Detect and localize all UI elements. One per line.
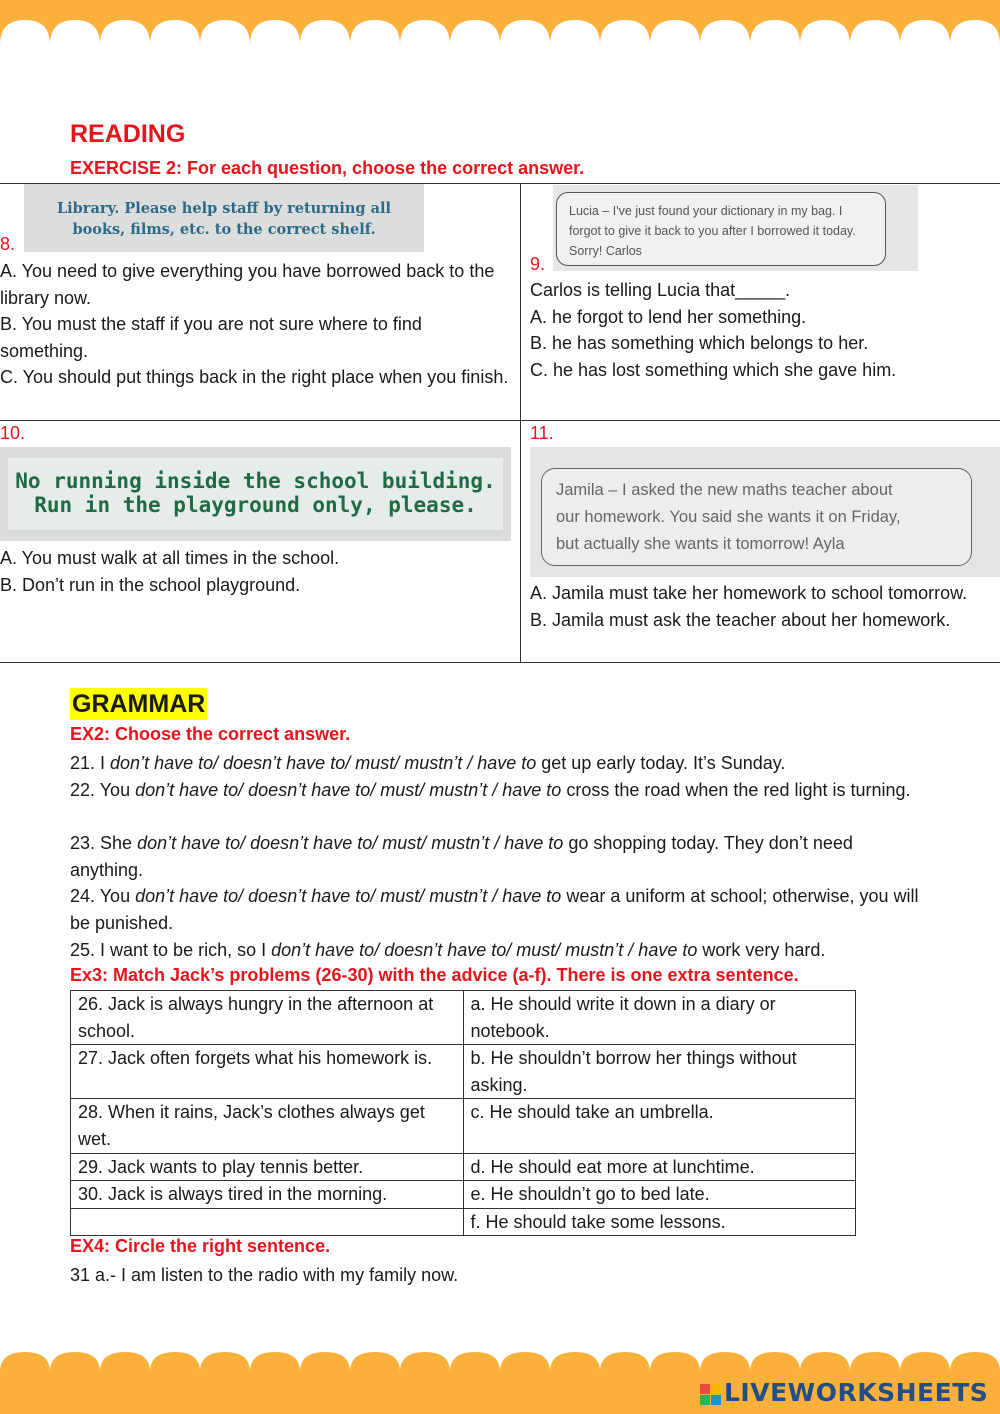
table-row: [71, 991, 856, 1045]
grammar-title: GRAMMAR: [72, 690, 206, 718]
reading-title: READING: [70, 120, 186, 148]
ex2-choices[interactable]: don’t have to/ doesn’t have to/ must/ mustn’t / have to: [135, 780, 562, 800]
ex2-item-25: 25. I want to be rich, so I don’t have to/ doesn’t have to/ must/ mustn’t / have to work very hard.: [70, 940, 826, 960]
problem-cell[interactable]: 29. Jack wants to play tennis better.: [71, 1153, 464, 1181]
advice-cell[interactable]: e. He shouldn’t go to bed late.: [463, 1181, 856, 1209]
library-sign-line: Library. Please help staff by returning all: [56, 200, 392, 217]
ex2-heading: EX2: Choose the correct answer.: [70, 724, 351, 744]
q11-option-b[interactable]: B. Jamila must ask the teacher about her homework.: [530, 609, 951, 630]
ex2-item-21: 21. I don’t have to/ doesn’t have to/ must/ mustn’t / have to get up early today. It’s Sunday.: [70, 753, 786, 773]
q9-stem: Carlos is telling Lucia that_____.: [530, 280, 791, 300]
library-sign: [24, 184, 424, 252]
carlos-note: [556, 192, 886, 266]
table-border-center: [520, 183, 521, 663]
carlos-note-line: forgot to give it back to you after I borrowed it today.: [569, 224, 856, 238]
jamila-note: [541, 468, 972, 566]
q8-option-c[interactable]: C. You should put things back in the right place when you finish.: [0, 367, 509, 388]
reading-exercise-heading: EXERCISE 2: For each question, choose the correct answer.: [70, 158, 585, 178]
ex2-item-24: 24. You don’t have to/ doesn’t have to/ must/ mustn’t / have to wear a uniform at school; otherwise, you will be punished.: [70, 886, 919, 933]
question-9-number: 9.: [530, 254, 546, 274]
no-running-sign-line: Run in the playground only, please.: [34, 493, 477, 517]
table-border-bottom: [0, 662, 1000, 663]
ex2-item-23: 23. She don’t have to/ doesn’t have to/ must/ mustn’t / have to go shopping today. They don’t need anything.: [70, 833, 853, 880]
ex4-heading: EX4: Circle the right sentence.: [70, 1236, 331, 1256]
library-sign-line: books, films, etc. to the correct shelf.: [72, 221, 376, 238]
matching-table: [70, 990, 856, 1236]
table-row: [71, 1153, 856, 1181]
carlos-note-line: Lucia – I've just found your dictionary in my bag. I: [569, 204, 843, 218]
advice-cell[interactable]: a. He should write it down in a diary or notebook.: [463, 991, 856, 1045]
ex4-item-31a[interactable]: 31 a.- I am listen to the radio with my family now.: [70, 1265, 459, 1285]
ex2-choices[interactable]: don’t have to/ doesn’t have to/ must/ mustn’t / have to: [110, 753, 537, 773]
ex2-choices[interactable]: don’t have to/ doesn’t have to/ must/ mustn’t / have to: [137, 833, 564, 853]
advice-cell[interactable]: f. He should take some lessons.: [463, 1208, 856, 1236]
problem-cell[interactable]: 28. When it rains, Jack’s clothes always get wet.: [71, 1099, 464, 1153]
ex2-item-22: 22. You don’t have to/ doesn’t have to/ must/ mustn’t / have to cross the road when the red light is turning.: [70, 780, 911, 800]
q8-option-a[interactable]: A. You need to give everything you have borrowed back to the library now.: [0, 261, 495, 308]
q9-option-b[interactable]: B. he has something which belongs to her.: [530, 333, 869, 354]
jamila-note-line: our homework. You said she wants it on Friday,: [556, 508, 901, 526]
question-8-options: [0, 258, 510, 391]
table-row: [71, 1045, 856, 1099]
q9-option-c[interactable]: C. he has lost something which she gave him.: [530, 359, 897, 380]
q9-option-a[interactable]: A. he forgot to lend her something.: [530, 306, 807, 327]
carlos-note-line: Sorry! Carlos: [569, 244, 642, 258]
question-11-number: 11.: [530, 423, 554, 443]
q10-option-b[interactable]: B. Don’t run in the school playground.: [0, 574, 301, 595]
problem-cell[interactable]: 30. Jack is always tired in the morning.: [71, 1181, 464, 1209]
ex2-choices[interactable]: don’t have to/ doesn’t have to/ must/ mustn’t / have to: [135, 886, 562, 906]
liveworksheets-logo[interactable]: LIVEWORKSHEETS: [724, 1378, 989, 1407]
jamila-note-line: but actually she wants it tomorrow! Ayla: [556, 535, 845, 553]
jamila-note-line: Jamila – I asked the new maths teacher about: [556, 481, 893, 499]
q8-option-b[interactable]: B. You must the staff if you are not sure where to find something.: [0, 314, 422, 361]
question-11-options: [530, 580, 1000, 633]
q11-option-a[interactable]: A. Jamila must take her homework to school tomorrow.: [530, 583, 968, 603]
question-10-options: [0, 545, 510, 598]
table-border-middle: [0, 420, 1000, 421]
problem-cell[interactable]: 27. Jack often forgets what his homework is.: [71, 1045, 464, 1099]
top-scallop-border: [0, 0, 1000, 60]
question-10-number: 10.: [0, 423, 26, 443]
advice-cell[interactable]: b. He shouldn’t borrow her things without asking.: [463, 1045, 856, 1099]
table-row: [71, 1181, 856, 1209]
q10-option-a[interactable]: A. You must walk at all times in the school.: [0, 548, 340, 568]
no-running-sign: [8, 458, 503, 530]
question-9-block: [530, 277, 995, 383]
liveworksheets-logo-icon: [700, 1384, 722, 1406]
problem-cell[interactable]: 26. Jack is always hungry in the afternoon at school.: [71, 991, 464, 1045]
table-row: [71, 1099, 856, 1153]
table-row: [71, 1208, 856, 1236]
question-8-number: 8.: [0, 234, 16, 254]
ex2-choices[interactable]: don’t have to/ doesn’t have to/ must/ mustn’t / have to: [271, 940, 698, 960]
no-running-sign-line: No running inside the school building.: [15, 469, 496, 493]
advice-cell[interactable]: d. He should eat more at lunchtime.: [463, 1153, 856, 1181]
advice-cell[interactable]: c. He should take an umbrella.: [463, 1099, 856, 1153]
problem-cell[interactable]: [71, 1208, 464, 1236]
ex3-heading: Ex3: Match Jack’s problems (26-30) with the advice (a-f). There is one extra sentence.: [70, 965, 799, 985]
